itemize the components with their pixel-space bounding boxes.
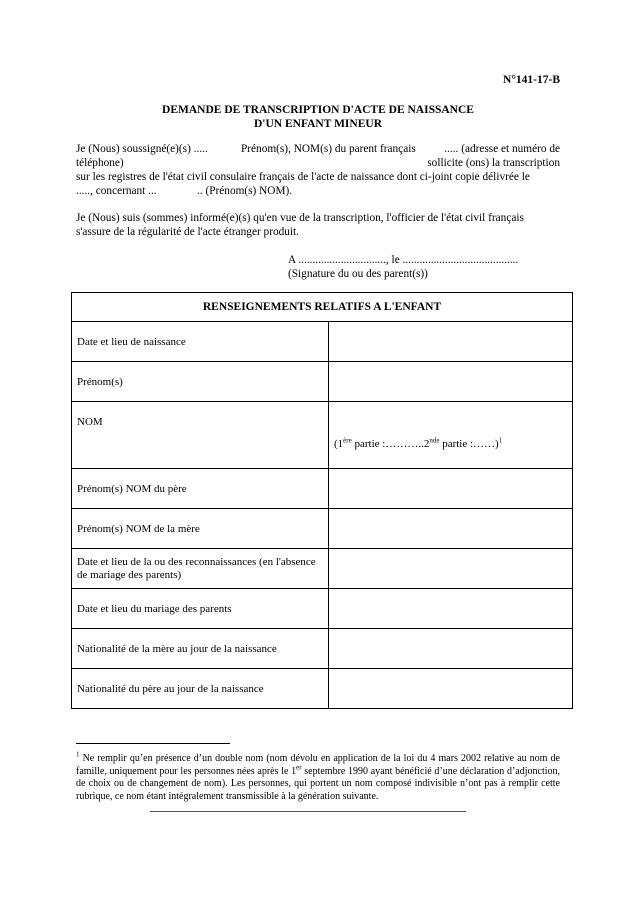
row-label: Nationalité du père au jour de la naissance bbox=[72, 669, 329, 709]
notice-line bbox=[76, 225, 560, 239]
title-line-1: DEMANDE DE TRANSCRIPTION D'ACTE DE NAISSANCE bbox=[162, 104, 474, 116]
intro-text: .. (Prénom(s) NOM). bbox=[197, 185, 293, 197]
footnote-ref[interactable]: 1 bbox=[498, 436, 503, 445]
footnote-text: Ne remplir qu’en présence d’un double nom (nom dévolu en application de la loi du 4 mars 2002 relative au nom de famille, uniquement pour les personnes nées après le 1 bbox=[76, 753, 560, 777]
row-label: Date et lieu de naissance bbox=[72, 322, 329, 362]
mother-name-field[interactable] bbox=[329, 509, 573, 549]
intro-text: Prénom(s), NOM(s) du parent français bbox=[241, 143, 416, 155]
parents-marriage-field[interactable] bbox=[329, 589, 573, 629]
intro-paragraph bbox=[76, 142, 560, 198]
intro-text: ....., concernant ... bbox=[76, 185, 157, 197]
table-heading-row bbox=[72, 293, 573, 322]
intro-text: Je (Nous) soussigné(e)(s) ..... bbox=[76, 143, 208, 155]
footnote-sup: er bbox=[296, 763, 302, 772]
footnote bbox=[76, 750, 561, 803]
nom-parts-text: partie :………..2 bbox=[351, 438, 430, 450]
intro-line bbox=[76, 142, 560, 156]
surname-field[interactable] bbox=[329, 402, 573, 469]
intro-line bbox=[76, 170, 560, 184]
form-number: N°141-17-B bbox=[503, 74, 560, 86]
table-row bbox=[72, 669, 573, 709]
intro-line bbox=[76, 156, 560, 170]
table-row bbox=[72, 362, 573, 402]
table-row bbox=[72, 589, 573, 629]
birth-date-place-field[interactable] bbox=[329, 322, 573, 362]
recognition-field[interactable] bbox=[329, 549, 573, 589]
first-names-field[interactable] bbox=[329, 362, 573, 402]
title-line-2: D'UN ENFANT MINEUR bbox=[254, 118, 382, 130]
nom-parts-text: partie :……) bbox=[439, 438, 499, 450]
signature-block bbox=[288, 253, 518, 281]
table-row bbox=[72, 629, 573, 669]
intro-line bbox=[76, 184, 560, 198]
mother-nationality-field[interactable] bbox=[329, 629, 573, 669]
row-label: Date et lieu de la ou des reconnaissances (en l'absence de mariage des parents) bbox=[72, 549, 329, 589]
notice-line bbox=[76, 211, 560, 225]
intro-text: téléphone) bbox=[76, 157, 124, 169]
row-label: Prénom(s) bbox=[72, 362, 329, 402]
father-name-field[interactable] bbox=[329, 469, 573, 509]
signature-caption: (Signature du ou des parent(s)) bbox=[288, 268, 428, 280]
intro-text: sollicite (ons) la transcription bbox=[427, 157, 560, 169]
table-row bbox=[72, 549, 573, 589]
intro-text: sur les registres de l'état civil consulaire français de l'acte de naissance dont ci-joint copie délivrée le bbox=[76, 171, 530, 183]
table-heading: RENSEIGNEMENTS RELATIFS A L'ENFANT bbox=[72, 293, 573, 322]
page-title bbox=[0, 103, 636, 131]
father-nationality-field[interactable] bbox=[329, 669, 573, 709]
row-label: NOM bbox=[72, 402, 329, 469]
row-label: Date et lieu du mariage des parents bbox=[72, 589, 329, 629]
row-label: Prénom(s) NOM du père bbox=[72, 469, 329, 509]
bottom-divider bbox=[150, 811, 466, 812]
row-label: Nationalité de la mère au jour de la naissance bbox=[72, 629, 329, 669]
table-row bbox=[72, 509, 573, 549]
nom-parts-sup: ère bbox=[343, 436, 352, 445]
table-row bbox=[72, 322, 573, 362]
nom-parts-text: (1 bbox=[334, 438, 344, 450]
notice-paragraph bbox=[76, 211, 560, 239]
notice-text: s'assure de la régularité de l'acte étranger produit. bbox=[76, 226, 300, 238]
child-info-table bbox=[71, 292, 573, 709]
signature-place-date[interactable]: A ..............................., le ......................................... bbox=[288, 254, 519, 266]
footnote-number: 1 bbox=[76, 750, 80, 759]
table-row bbox=[72, 402, 573, 469]
footnote-text: septembre 1990 ayant bénéficié d’une déclaration d’adjonction, de choix ou de changement de nom). Les personnes, qui portent un nom composé indivisible n’ont pas à remplir cette rubrique, ce nom étant intégralement transmissible à la génération suivante. bbox=[76, 765, 561, 802]
row-label: Prénom(s) NOM de la mère bbox=[72, 509, 329, 549]
surname-parts-note bbox=[334, 438, 502, 450]
notice-text: Je (Nous) suis (sommes) informé(e)(s) qu'en vue de la transcription, l'officier de l'état civil français bbox=[76, 212, 524, 224]
nom-parts-sup: nde bbox=[429, 436, 440, 445]
footnote-divider bbox=[76, 743, 230, 744]
intro-text: ..... (adresse et numéro de bbox=[444, 143, 560, 155]
table-row bbox=[72, 469, 573, 509]
